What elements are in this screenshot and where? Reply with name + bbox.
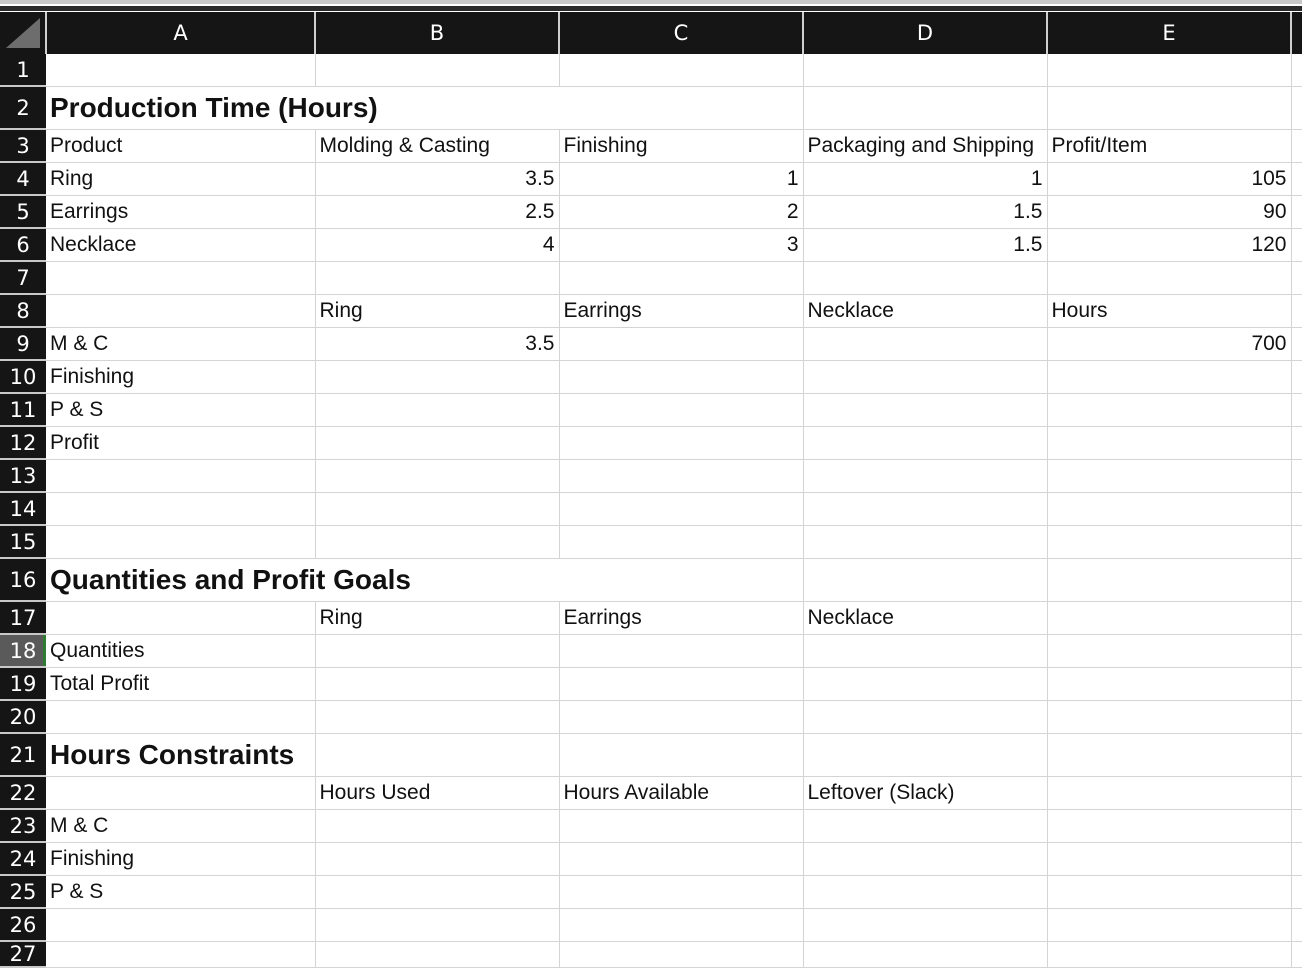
cell-d19[interactable] [803, 667, 1047, 700]
cell-f27[interactable] [1291, 941, 1302, 967]
cell-b7[interactable] [315, 261, 559, 294]
cell-a27[interactable] [46, 941, 315, 967]
cell-b6[interactable]: 4 [315, 228, 559, 261]
cell-e19[interactable] [1047, 667, 1291, 700]
cell-b22[interactable]: Hours Used [315, 776, 559, 809]
cell-e21[interactable] [1047, 733, 1291, 776]
cell-a12[interactable]: Profit [46, 426, 315, 459]
cell-b19[interactable] [315, 667, 559, 700]
cell-e4[interactable]: 105 [1047, 162, 1291, 195]
row-header-3[interactable]: 3 [0, 129, 46, 162]
cell-c8[interactable]: Earrings [559, 294, 803, 327]
cell-c5[interactable]: 2 [559, 195, 803, 228]
cell-a19[interactable]: Total Profit [46, 667, 315, 700]
cell-a9[interactable]: M & C [46, 327, 315, 360]
row-header-7[interactable]: 7 [0, 261, 46, 294]
cell-d16[interactable] [803, 558, 1047, 601]
row-header-11[interactable]: 11 [0, 393, 46, 426]
cell-e7[interactable] [1047, 261, 1291, 294]
cell-c3[interactable]: Finishing [559, 129, 803, 162]
row-header-4[interactable]: 4 [0, 162, 46, 195]
cell-c10[interactable] [559, 360, 803, 393]
cell-a21-section-title[interactable]: Hours Constraints [46, 733, 315, 776]
cell-c2[interactable] [559, 86, 803, 129]
cell-a6[interactable]: Necklace [46, 228, 315, 261]
cell-e8[interactable]: Hours [1047, 294, 1291, 327]
cell-a17[interactable] [46, 601, 315, 634]
cell-c14[interactable] [559, 492, 803, 525]
cell-b27[interactable] [315, 941, 559, 967]
cell-a7[interactable] [46, 261, 315, 294]
cell-a5[interactable]: Earrings [46, 195, 315, 228]
cell-c24[interactable] [559, 842, 803, 875]
cell-e23[interactable] [1047, 809, 1291, 842]
row-header-1[interactable]: 1 [0, 54, 46, 86]
cell-b18[interactable] [315, 634, 559, 667]
row-header-24[interactable]: 24 [0, 842, 46, 875]
row-header-14[interactable]: 14 [0, 492, 46, 525]
cell-d12[interactable] [803, 426, 1047, 459]
cell-f6[interactable] [1291, 228, 1302, 261]
select-all-triangle-icon [6, 18, 40, 48]
cell-c13[interactable] [559, 459, 803, 492]
cell-a26[interactable] [46, 908, 315, 941]
row-header-20[interactable]: 20 [0, 700, 46, 733]
cell-b14[interactable] [315, 492, 559, 525]
cell-a20[interactable] [46, 700, 315, 733]
cell-d3[interactable]: Packaging and Shipping [803, 129, 1047, 162]
cell-a11[interactable]: P & S [46, 393, 315, 426]
cell-d13[interactable] [803, 459, 1047, 492]
cell-d27[interactable] [803, 941, 1047, 967]
cell-f7[interactable] [1291, 261, 1302, 294]
cell-a18[interactable]: Quantities [46, 634, 315, 667]
cell-d25[interactable] [803, 875, 1047, 908]
cell-a15[interactable] [46, 525, 315, 558]
cell-e22[interactable] [1047, 776, 1291, 809]
cell-f14[interactable] [1291, 492, 1302, 525]
row-header-16[interactable]: 16 [0, 558, 46, 601]
cell-b3[interactable]: Molding & Casting [315, 129, 559, 162]
column-header-f-partial[interactable] [1291, 12, 1302, 54]
cell-c19[interactable] [559, 667, 803, 700]
cell-e16[interactable] [1047, 558, 1291, 601]
row-header-19[interactable]: 19 [0, 667, 46, 700]
cell-e13[interactable] [1047, 459, 1291, 492]
cell-f20[interactable] [1291, 700, 1302, 733]
cell-d5[interactable]: 1.5 [803, 195, 1047, 228]
cell-b21[interactable] [315, 733, 559, 776]
cell-a4[interactable]: Ring [46, 162, 315, 195]
cell-e9[interactable]: 700 [1047, 327, 1291, 360]
cell-a23[interactable]: M & C [46, 809, 315, 842]
cell-e10[interactable] [1047, 360, 1291, 393]
cell-b25[interactable] [315, 875, 559, 908]
cell-e20[interactable] [1047, 700, 1291, 733]
row-header-27[interactable]: 27 [0, 941, 46, 967]
cell-d1[interactable] [803, 54, 1047, 86]
cell-f26[interactable] [1291, 908, 1302, 941]
row-header-10[interactable]: 10 [0, 360, 46, 393]
column-header-b[interactable]: B [315, 12, 559, 54]
cell-e11[interactable] [1047, 393, 1291, 426]
cell-b10[interactable] [315, 360, 559, 393]
cell-c16[interactable] [559, 558, 803, 601]
cell-a3[interactable]: Product [46, 129, 315, 162]
row-header-26[interactable]: 26 [0, 908, 46, 941]
row-header-15[interactable]: 15 [0, 525, 46, 558]
cell-d4[interactable]: 1 [803, 162, 1047, 195]
row-header-25[interactable]: 25 [0, 875, 46, 908]
cell-b20[interactable] [315, 700, 559, 733]
cell-c15[interactable] [559, 525, 803, 558]
cell-a24[interactable]: Finishing [46, 842, 315, 875]
cell-e18[interactable] [1047, 634, 1291, 667]
cell-a8[interactable] [46, 294, 315, 327]
column-header-c[interactable]: C [559, 12, 803, 54]
cell-d8[interactable]: Necklace [803, 294, 1047, 327]
cell-a22[interactable] [46, 776, 315, 809]
cell-e3[interactable]: Profit/Item [1047, 129, 1291, 162]
cell-b23[interactable] [315, 809, 559, 842]
cell-c17[interactable]: Earrings [559, 601, 803, 634]
cell-b13[interactable] [315, 459, 559, 492]
cell-c23[interactable] [559, 809, 803, 842]
cell-a16-section-title[interactable]: Quantities and Profit Goals [46, 558, 559, 601]
cell-e15[interactable] [1047, 525, 1291, 558]
cell-b8[interactable]: Ring [315, 294, 559, 327]
cell-f24[interactable] [1291, 842, 1302, 875]
cell-c11[interactable] [559, 393, 803, 426]
row-header-5[interactable]: 5 [0, 195, 46, 228]
row-header-2[interactable]: 2 [0, 86, 46, 129]
cell-e25[interactable] [1047, 875, 1291, 908]
cell-e27[interactable] [1047, 941, 1291, 967]
cell-f11[interactable] [1291, 393, 1302, 426]
cell-e26[interactable] [1047, 908, 1291, 941]
cell-e6[interactable]: 120 [1047, 228, 1291, 261]
cell-b15[interactable] [315, 525, 559, 558]
formula-bar-edge [0, 6, 1302, 11]
cell-f16[interactable] [1291, 558, 1302, 601]
cell-c12[interactable] [559, 426, 803, 459]
cell-f17[interactable] [1291, 601, 1302, 634]
cell-b26[interactable] [315, 908, 559, 941]
cell-c26[interactable] [559, 908, 803, 941]
cell-d7[interactable] [803, 261, 1047, 294]
column-header-e[interactable]: E [1047, 12, 1291, 54]
cell-d24[interactable] [803, 842, 1047, 875]
cell-d23[interactable] [803, 809, 1047, 842]
cell-f10[interactable] [1291, 360, 1302, 393]
cell-d2[interactable] [803, 86, 1047, 129]
cell-b1[interactable] [315, 54, 559, 86]
cell-f19[interactable] [1291, 667, 1302, 700]
cell-f4[interactable] [1291, 162, 1302, 195]
row-header-23[interactable]: 23 [0, 809, 46, 842]
cell-e2[interactable] [1047, 86, 1291, 129]
cell-b4[interactable]: 3.5 [315, 162, 559, 195]
cell-a10[interactable]: Finishing [46, 360, 315, 393]
cell-d10[interactable] [803, 360, 1047, 393]
row-header-18-selected[interactable]: 18 [0, 634, 46, 667]
cell-b12[interactable] [315, 426, 559, 459]
cell-c21[interactable] [559, 733, 803, 776]
cell-d21[interactable] [803, 733, 1047, 776]
cell-f1[interactable] [1291, 54, 1302, 86]
cell-f9[interactable] [1291, 327, 1302, 360]
cell-d20[interactable] [803, 700, 1047, 733]
cell-f21[interactable] [1291, 733, 1302, 776]
cell-e5[interactable]: 90 [1047, 195, 1291, 228]
cell-c20[interactable] [559, 700, 803, 733]
cell-d11[interactable] [803, 393, 1047, 426]
cell-d14[interactable] [803, 492, 1047, 525]
row-header-22[interactable]: 22 [0, 776, 46, 809]
cell-b5[interactable]: 2.5 [315, 195, 559, 228]
cell-c6[interactable]: 3 [559, 228, 803, 261]
cell-e14[interactable] [1047, 492, 1291, 525]
cell-d18[interactable] [803, 634, 1047, 667]
row-header-17[interactable]: 17 [0, 601, 46, 634]
cell-d22[interactable]: Leftover (Slack) [803, 776, 1047, 809]
cell-f15[interactable] [1291, 525, 1302, 558]
cell-a13[interactable] [46, 459, 315, 492]
cell-f18[interactable] [1291, 634, 1302, 667]
cell-c18[interactable] [559, 634, 803, 667]
cell-f13[interactable] [1291, 459, 1302, 492]
cell-c9[interactable] [559, 327, 803, 360]
select-all-corner[interactable] [0, 12, 46, 54]
cell-d15[interactable] [803, 525, 1047, 558]
column-header-a[interactable]: A [46, 12, 315, 54]
cell-b9[interactable]: 3.5 [315, 327, 559, 360]
cell-d9[interactable] [803, 327, 1047, 360]
row-header-13[interactable]: 13 [0, 459, 46, 492]
cell-d26[interactable] [803, 908, 1047, 941]
cell-e24[interactable] [1047, 842, 1291, 875]
cell-f8[interactable] [1291, 294, 1302, 327]
cell-a14[interactable] [46, 492, 315, 525]
cell-f22[interactable] [1291, 776, 1302, 809]
cell-d17[interactable]: Necklace [803, 601, 1047, 634]
cell-f5[interactable] [1291, 195, 1302, 228]
row-header-6[interactable]: 6 [0, 228, 46, 261]
cell-c7[interactable] [559, 261, 803, 294]
cell-f3[interactable] [1291, 129, 1302, 162]
cell-c27[interactable] [559, 941, 803, 967]
cell-b11[interactable] [315, 393, 559, 426]
row-header-12[interactable]: 12 [0, 426, 46, 459]
cell-a1[interactable] [46, 54, 315, 86]
cell-a2-section-title[interactable]: Production Time (Hours) [46, 86, 559, 129]
cell-e1[interactable] [1047, 54, 1291, 86]
cell-c25[interactable] [559, 875, 803, 908]
cell-c1[interactable] [559, 54, 803, 86]
cell-d6[interactable]: 1.5 [803, 228, 1047, 261]
cell-e12[interactable] [1047, 426, 1291, 459]
row-header-21[interactable]: 21 [0, 733, 46, 776]
column-header-d[interactable]: D [803, 12, 1047, 54]
cell-b24[interactable] [315, 842, 559, 875]
cell-f23[interactable] [1291, 809, 1302, 842]
window-top-bar [0, 0, 1302, 12]
toolbar-strip [0, 0, 1302, 4]
row-header-9[interactable]: 9 [0, 327, 46, 360]
cell-e17[interactable] [1047, 601, 1291, 634]
row-header-8[interactable]: 8 [0, 294, 46, 327]
cell-f12[interactable] [1291, 426, 1302, 459]
cell-b17[interactable]: Ring [315, 601, 559, 634]
cell-c4[interactable]: 1 [559, 162, 803, 195]
cell-c22[interactable]: Hours Available [559, 776, 803, 809]
cell-a25[interactable]: P & S [46, 875, 315, 908]
cell-f25[interactable] [1291, 875, 1302, 908]
cell-f2[interactable] [1291, 86, 1302, 129]
spreadsheet-grid [0, 12, 1302, 968]
